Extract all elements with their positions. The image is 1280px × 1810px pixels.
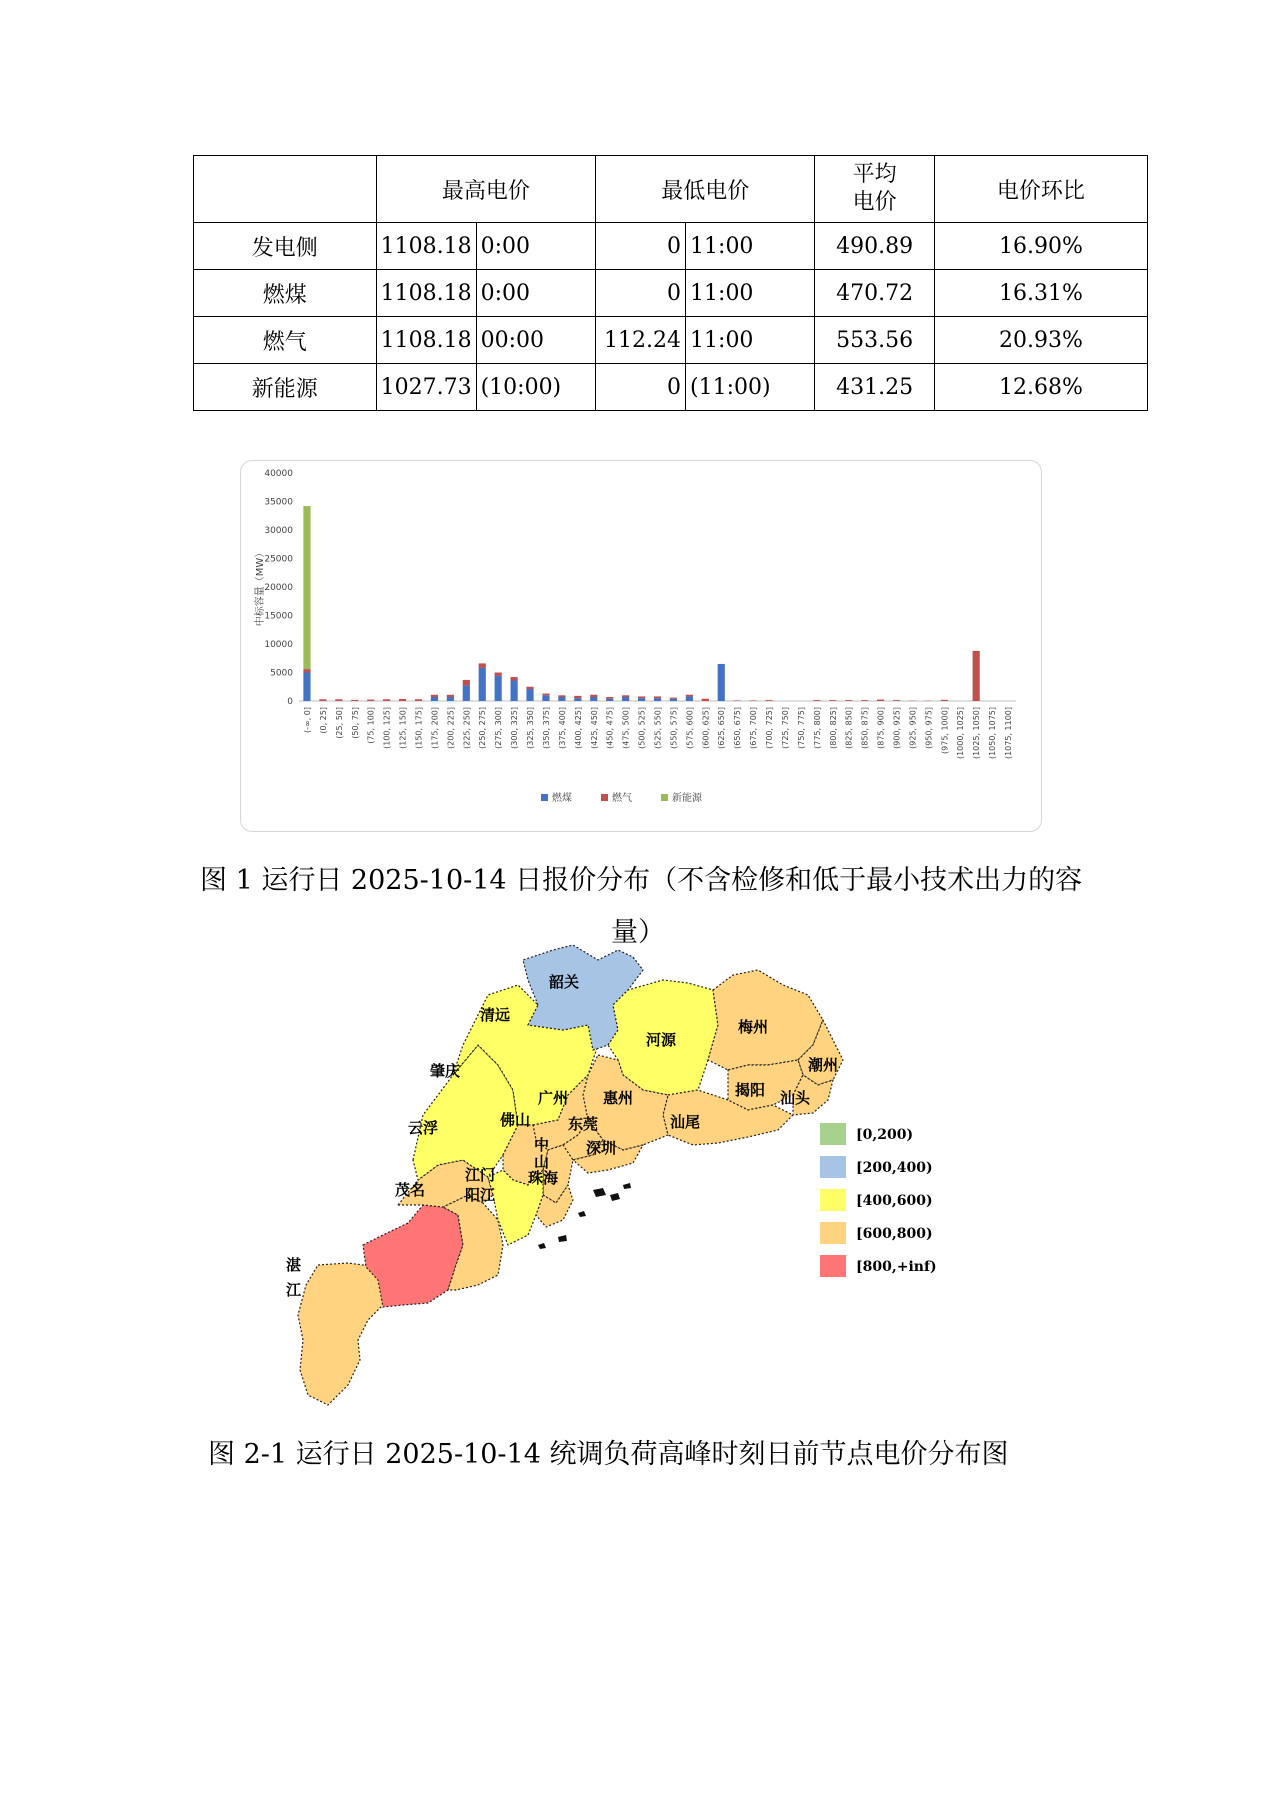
header-ratio: 电价环比 [934, 156, 1147, 223]
bar-燃气 [829, 700, 836, 701]
bar-燃气 [622, 695, 629, 697]
bar-燃气 [495, 673, 502, 676]
bar-燃气 [654, 696, 661, 698]
y-tick-label: 10000 [264, 640, 293, 650]
bar-燃煤 [654, 698, 661, 701]
bar-燃气 [447, 695, 454, 697]
x-tick-label: (925, 950] [908, 707, 918, 749]
legend-swatch [820, 1255, 846, 1277]
city-label: 韶关 [549, 973, 580, 991]
legend-swatch [820, 1156, 846, 1178]
bar-燃气 [638, 696, 645, 698]
bar-燃煤 [590, 697, 597, 701]
x-tick-label: (1075, 1100] [1004, 707, 1014, 760]
min-time: 11:00 [686, 270, 815, 317]
bar-燃气 [383, 699, 390, 701]
y-tick-label: 30000 [264, 526, 293, 536]
x-tick-label: (200, 225] [446, 707, 456, 749]
x-tick-label: (300, 325] [510, 707, 520, 749]
legend-label: [800,+inf) [856, 1259, 937, 1275]
bar-燃气 [670, 698, 677, 699]
header-avg-line2: 电价 [852, 190, 897, 215]
city-label: 梅州 [738, 1018, 769, 1036]
x-tick-label: (425, 450] [589, 707, 599, 749]
bar-燃气 [734, 700, 741, 701]
y-tick-label: 15000 [264, 611, 293, 622]
city-label: 广州 [538, 1089, 569, 1107]
city-label: 河源 [646, 1031, 677, 1049]
x-tick-label: (900, 925] [892, 707, 902, 749]
price-table [193, 155, 1148, 411]
x-tick-label: (175, 200] [430, 707, 440, 749]
table-row [194, 317, 1148, 364]
price-ratio: 12.68% [934, 364, 1147, 411]
row-label: 新能源 [194, 364, 377, 411]
city-label: 肇庆 [430, 1062, 461, 1080]
min-price: 0 [596, 364, 686, 411]
x-tick-label: (25, 50] [334, 707, 344, 739]
table-row [194, 364, 1148, 411]
legend-swatch [820, 1222, 846, 1244]
bar-燃气 [463, 680, 470, 686]
bar-燃气 [431, 695, 438, 697]
row-label: 燃气 [194, 317, 377, 364]
node-price-map [288, 945, 988, 1415]
min-time: 11:00 [686, 223, 815, 270]
bar-燃煤 [542, 695, 549, 701]
city-label: 江 [286, 1281, 302, 1299]
city-label: 深圳 [586, 1139, 617, 1157]
map-legend [820, 1123, 937, 1277]
bar-燃气 [750, 700, 757, 701]
city-label: 山 [534, 1153, 550, 1171]
x-tick-label: (750, 775] [796, 707, 806, 749]
bar-燃气 [973, 651, 980, 701]
min-price: 112.24 [596, 317, 686, 364]
legend-label: 新能源 [672, 793, 702, 804]
city-label: 珠海 [528, 1169, 559, 1187]
bar-燃气 [526, 687, 533, 689]
legend-swatch [820, 1189, 846, 1211]
x-tick-label: (525, 550] [653, 707, 663, 749]
bar-燃气 [861, 700, 868, 701]
x-tick-label: (225, 250] [462, 707, 472, 749]
bar-燃气 [319, 699, 326, 701]
x-tick-label: (100, 125] [382, 707, 392, 749]
city-label: 汕头 [780, 1089, 811, 1107]
bar-燃气 [335, 699, 342, 701]
x-tick-label: (625, 650] [717, 707, 727, 749]
bar-燃煤 [670, 699, 677, 701]
legend-label: [200,400) [856, 1160, 933, 1176]
bar-燃气 [479, 663, 486, 668]
x-tick-label: (650, 675] [733, 707, 743, 749]
chart-canvas [241, 461, 1041, 831]
bar-燃气 [367, 700, 374, 701]
x-tick-label: (250, 275] [478, 707, 488, 749]
bar-燃气 [590, 695, 597, 697]
x-tick-label: (325, 350] [526, 707, 536, 749]
city-label: 揭阳 [735, 1081, 766, 1099]
bar-燃气 [813, 700, 820, 701]
bar-燃煤 [718, 664, 725, 701]
y-tick-label: 40000 [264, 469, 293, 479]
legend-label: 燃气 [612, 793, 632, 804]
min-price: 0 [596, 270, 686, 317]
max-time: (10:00) [476, 364, 596, 411]
row-label: 燃煤 [194, 270, 377, 317]
city-label: 惠州 [603, 1089, 634, 1107]
x-tick-label: (675, 700] [749, 707, 759, 749]
legend-swatch [601, 794, 608, 801]
x-tick-label: (1000, 1025] [956, 707, 966, 760]
bar-燃气 [941, 700, 948, 701]
row-label: 发电侧 [194, 223, 377, 270]
x-tick-label: (975, 1000] [940, 707, 950, 754]
x-tick-label: (600, 625] [701, 707, 711, 749]
header-min-price: 最低电价 [596, 156, 815, 223]
x-tick-label: (150, 175] [414, 707, 424, 749]
bar-燃气 [877, 700, 884, 701]
x-tick-label: (475, 500] [621, 707, 631, 749]
table-row [194, 270, 1148, 317]
bar-燃气 [351, 700, 358, 701]
x-tick-label: (825, 850] [844, 707, 854, 749]
x-tick-label: (575, 600] [685, 707, 695, 749]
max-price: 1108.18 [376, 223, 476, 270]
bar-燃煤 [686, 696, 693, 701]
bar-燃煤 [606, 699, 613, 701]
bar-燃气 [399, 699, 406, 701]
max-price: 1108.18 [376, 317, 476, 364]
header-max-price: 最高电价 [376, 156, 596, 223]
city-label: 潮州 [808, 1056, 839, 1074]
x-tick-label: (800, 825] [828, 707, 838, 749]
price-ratio: 16.90% [934, 223, 1147, 270]
bar-燃气 [606, 697, 613, 699]
price-ratio: 20.93% [934, 317, 1147, 364]
min-price: 0 [596, 223, 686, 270]
bar-燃气 [765, 700, 772, 701]
figure2-caption: 图 2-1 运行日 2025-10-14 统调负荷高峰时刻日前节点电价分布图 [208, 1439, 1009, 1470]
bar-燃煤 [558, 697, 565, 701]
y-tick-label: 0 [287, 697, 293, 707]
header-avg-price [815, 156, 934, 223]
max-time: 00:00 [476, 317, 596, 364]
bar-燃煤 [622, 697, 629, 701]
bar-燃气 [511, 677, 518, 680]
price-ratio: 16.31% [934, 270, 1147, 317]
legend-swatch [541, 794, 548, 801]
city-label: 中 [534, 1136, 550, 1154]
x-tick-label: (0, 25] [318, 707, 328, 734]
x-tick-label: (275, 300] [494, 707, 504, 749]
bar-燃气 [542, 694, 549, 696]
x-tick-label: (775, 800] [812, 707, 822, 749]
y-tick-label: 35000 [264, 497, 293, 508]
legend-swatch [661, 794, 668, 801]
city-label: 湛 [286, 1256, 302, 1274]
x-tick-label: (75, 100] [366, 707, 376, 744]
city-label: 茂名 [395, 1181, 426, 1199]
avg-price: 431.25 [815, 364, 934, 411]
max-price: 1108.18 [376, 270, 476, 317]
city-label: 汕尾 [670, 1113, 701, 1131]
x-tick-label: (700, 725] [765, 707, 775, 749]
bar-燃气 [845, 700, 852, 701]
x-tick-label: (725, 750] [780, 707, 790, 749]
bar-燃煤 [447, 697, 454, 701]
city-label: 东莞 [568, 1115, 599, 1133]
x-tick-label: (-∞, 0] [302, 707, 312, 733]
table-header-row [194, 156, 1148, 223]
figure1-caption: 图 1 运行日 2025-10-14 日报价分布（不含检修和低于最小技术出力的容 [200, 865, 1083, 896]
bar-新能源 [303, 506, 310, 669]
header-blank [194, 156, 377, 223]
bar-燃气 [303, 669, 310, 672]
header-avg-line1: 平均 [852, 162, 897, 187]
bid-distribution-chart [240, 460, 1042, 832]
bar-燃煤 [463, 686, 470, 701]
x-tick-label: (400, 425] [573, 707, 583, 749]
x-tick-label: (450, 475] [605, 707, 615, 749]
max-time: 0:00 [476, 223, 596, 270]
y-tick-label: 25000 [264, 554, 293, 565]
y-tick-label: 20000 [264, 583, 293, 593]
legend-swatch [820, 1123, 846, 1145]
bar-燃气 [686, 695, 693, 697]
x-tick-label: (850, 875] [860, 707, 870, 749]
x-tick-label: (1050, 1075] [988, 707, 998, 760]
max-price: 1027.73 [376, 364, 476, 411]
bar-燃气 [702, 699, 709, 701]
min-time: (11:00) [686, 364, 815, 411]
legend-label: [0,200) [856, 1127, 914, 1143]
city-label: 云浮 [408, 1119, 439, 1137]
legend-label: [600,800) [856, 1226, 933, 1242]
x-tick-label: (950, 975] [924, 707, 934, 749]
bar-燃气 [558, 695, 565, 697]
avg-price: 553.56 [815, 317, 934, 364]
bar-燃气 [415, 699, 422, 701]
bar-燃煤 [479, 668, 486, 701]
legend-label: [400,600) [856, 1193, 933, 1209]
bar-燃煤 [303, 673, 310, 702]
x-tick-label: (500, 525] [637, 707, 647, 749]
city-label: 江门 [465, 1166, 496, 1184]
max-time: 0:00 [476, 270, 596, 317]
x-tick-label: (50, 75] [350, 707, 360, 739]
x-tick-label: (375, 400] [557, 707, 567, 749]
x-tick-label: (350, 375] [541, 707, 551, 749]
city-label: 佛山 [500, 1111, 531, 1129]
bar-燃煤 [638, 698, 645, 701]
avg-price: 490.89 [815, 223, 934, 270]
x-tick-label: (125, 150] [398, 707, 408, 749]
bar-燃煤 [495, 676, 502, 701]
legend-label: 燃煤 [552, 793, 572, 804]
x-tick-label: (550, 575] [669, 707, 679, 749]
city-label: 清远 [480, 1006, 511, 1024]
map-region-zhanjiang [298, 1263, 388, 1405]
bar-燃气 [574, 696, 581, 698]
bar-燃煤 [574, 698, 581, 701]
avg-price: 470.72 [815, 270, 934, 317]
city-label: 阳江 [465, 1186, 496, 1204]
bar-燃气 [893, 700, 900, 701]
bar-燃煤 [511, 680, 518, 701]
figure1-caption-cont: 量） [611, 917, 665, 948]
bar-燃煤 [431, 697, 438, 701]
x-tick-label: (1025, 1050] [972, 707, 982, 760]
min-time: 11:00 [686, 317, 815, 364]
table-row [194, 223, 1148, 270]
bar-燃煤 [526, 689, 533, 701]
y-axis-label: 中标容量（MW） [255, 547, 266, 627]
y-tick-label: 5000 [270, 668, 293, 679]
x-tick-label: (875, 900] [876, 707, 886, 749]
